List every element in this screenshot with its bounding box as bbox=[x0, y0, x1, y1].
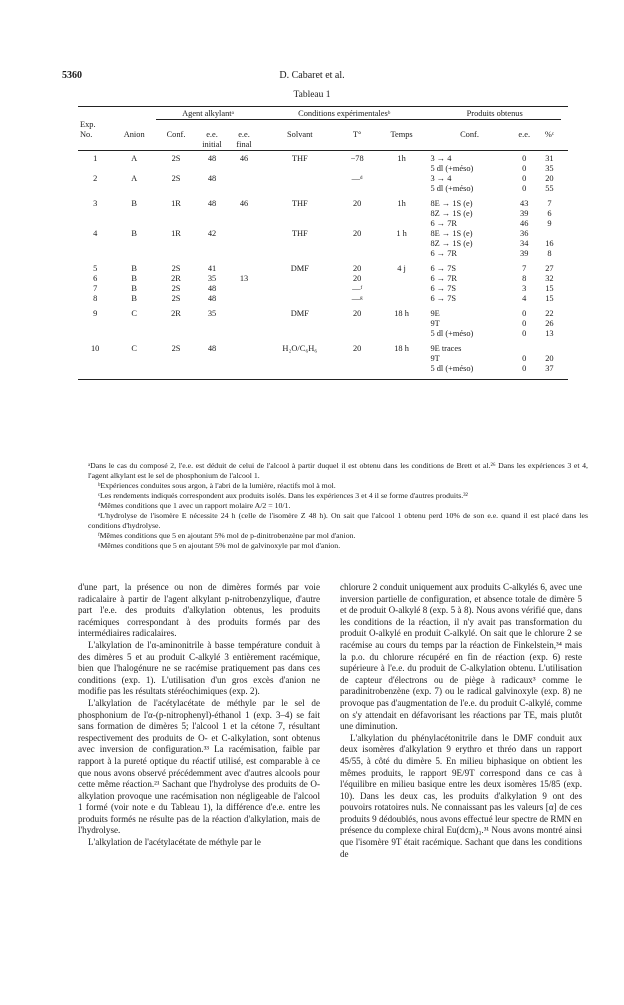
cell-empty bbox=[260, 354, 340, 364]
cell-spacer bbox=[561, 294, 568, 304]
cell-conf: 2S bbox=[171, 343, 181, 353]
cell-empty bbox=[112, 364, 156, 374]
cell-empty bbox=[228, 354, 260, 364]
cell-empty bbox=[340, 239, 375, 249]
cell-exp-no: 3 bbox=[93, 198, 98, 208]
cell-empty bbox=[228, 209, 260, 219]
cell-empty bbox=[340, 364, 375, 374]
cell-temps bbox=[375, 294, 429, 304]
cell-empty bbox=[196, 249, 228, 259]
cell-temps bbox=[375, 284, 429, 294]
cell-product-ee: 0 bbox=[522, 328, 527, 338]
header-temp: T° bbox=[352, 129, 362, 139]
cell-product-pct: 31 bbox=[545, 153, 554, 163]
cell-spacer bbox=[561, 184, 568, 194]
cell-empty bbox=[228, 219, 260, 229]
cell-empty bbox=[78, 249, 112, 259]
cell-product-pct: 26 bbox=[545, 318, 554, 328]
cell-anion: B bbox=[131, 293, 137, 303]
cell-solvant: H₂O/C₆H₆ bbox=[282, 343, 318, 353]
cell-empty bbox=[156, 164, 196, 174]
cell-product-pct: 7 bbox=[547, 198, 552, 208]
cell-ee-final bbox=[228, 284, 260, 294]
cell-empty bbox=[196, 219, 228, 229]
table-row bbox=[78, 219, 568, 229]
cell-empty bbox=[156, 364, 196, 374]
header-conf: Conf. bbox=[166, 129, 186, 139]
footnote: ᶠMêmes conditions que 5 en ajoutant 5% mol de p-dinitrobenzène par mol d'anion. bbox=[98, 531, 356, 540]
cell-temp: —ᵈ bbox=[351, 173, 363, 183]
table-row bbox=[78, 199, 568, 209]
cell-empty bbox=[196, 329, 228, 339]
footnote: ᵈMêmes conditions que 1 avec un rapport molaire A/2 = 10/1. bbox=[98, 501, 291, 510]
cell-spacer bbox=[561, 154, 568, 164]
cell-conf: 2R bbox=[171, 308, 181, 318]
cell-spacer bbox=[561, 344, 568, 354]
cell-empty bbox=[375, 209, 429, 219]
cell-spacer bbox=[561, 164, 568, 174]
cell-anion: A bbox=[131, 173, 138, 183]
cell-solvant: DMF bbox=[290, 308, 309, 318]
cell-temp: —ᶠ bbox=[352, 283, 363, 293]
cell-empty bbox=[375, 319, 429, 329]
cell-product-pct: 16 bbox=[545, 238, 554, 248]
cell-ee-final bbox=[228, 309, 260, 319]
cell-product-conf: 8E → 1S (e) bbox=[430, 228, 473, 238]
cell-temp: 20 bbox=[352, 308, 362, 318]
cell-product-ee: 46 bbox=[520, 218, 529, 228]
header-exp: Exp. bbox=[80, 119, 96, 129]
cell-empty bbox=[156, 354, 196, 364]
cell-ee-final bbox=[228, 174, 260, 184]
cell-conf: 2S bbox=[171, 153, 181, 163]
cell-empty bbox=[340, 329, 375, 339]
cell-empty bbox=[78, 184, 112, 194]
cell-product-pct: 9 bbox=[547, 218, 552, 228]
header-conf2: Conf. bbox=[460, 129, 479, 139]
cell-empty bbox=[375, 184, 429, 194]
cell-temps: 18 h bbox=[394, 343, 409, 353]
cell-spacer bbox=[561, 209, 568, 219]
cell-spacer bbox=[561, 264, 568, 274]
body-paragraph: L'alkylation de l'acétylacétate de méthyle par le bbox=[88, 837, 261, 848]
table-row bbox=[78, 229, 568, 239]
cell-solvant bbox=[260, 294, 340, 304]
cell-solvant: THF bbox=[291, 228, 308, 238]
cell-ee-initial: 41 bbox=[207, 263, 217, 273]
cell-conf: 1R bbox=[171, 228, 181, 238]
cell-product-ee: 0 bbox=[522, 318, 527, 328]
cell-conf: 2R bbox=[171, 273, 181, 283]
cell-temp: 20 bbox=[352, 343, 362, 353]
cell-ee-initial: 35 bbox=[207, 308, 217, 318]
results-table bbox=[78, 106, 568, 381]
cell-product-pct: 32 bbox=[545, 273, 554, 283]
cell-temps bbox=[375, 274, 429, 284]
cell-product-conf: 5 dl (+méso) bbox=[430, 163, 474, 173]
cell-product-ee: 3 bbox=[522, 283, 527, 293]
cell-solvant: THF bbox=[291, 198, 308, 208]
header-ee: e.e. bbox=[518, 129, 531, 139]
cell-product-pct: 55 bbox=[545, 183, 554, 193]
cell-product-pct: 15 bbox=[545, 293, 554, 303]
cell-anion: C bbox=[131, 343, 137, 353]
cell-product-conf: 6 → 7R bbox=[430, 218, 457, 228]
cell-temp: 20 bbox=[352, 263, 362, 273]
cell-product-conf: 3 → 4 bbox=[430, 173, 452, 183]
cell-empty bbox=[112, 329, 156, 339]
cell-product-ee: 0 bbox=[522, 363, 527, 373]
cell-product-ee: 8 bbox=[522, 273, 527, 283]
header-agent: Agent alkylantᵃ bbox=[156, 109, 260, 120]
cell-empty bbox=[78, 239, 112, 249]
header-ee-initial: e.e. initial bbox=[202, 129, 222, 149]
cell-temps: 18 h bbox=[394, 308, 409, 318]
cell-product-ee: 0 bbox=[522, 163, 527, 173]
table-row bbox=[78, 184, 568, 194]
table-row bbox=[78, 264, 568, 274]
cell-product-conf: 6 → 7S bbox=[430, 283, 457, 293]
table-row bbox=[78, 364, 568, 374]
cell-product-ee: 39 bbox=[520, 208, 529, 218]
cell-spacer bbox=[561, 329, 568, 339]
cell-empty bbox=[375, 239, 429, 249]
cell-empty bbox=[260, 329, 340, 339]
cell-product-pct: 35 bbox=[545, 163, 554, 173]
cell-spacer bbox=[561, 274, 568, 284]
cell-product-ee bbox=[511, 344, 538, 354]
cell-empty bbox=[260, 184, 340, 194]
cell-empty bbox=[260, 164, 340, 174]
cell-product-ee: 0 bbox=[522, 353, 527, 363]
cell-exp-no: 7 bbox=[93, 283, 98, 293]
cell-product-pct: 15 bbox=[545, 283, 554, 293]
cell-product-pct: 6 bbox=[547, 208, 552, 218]
cell-empty bbox=[260, 219, 340, 229]
cell-product-conf: 6 → 7R bbox=[430, 248, 457, 258]
header-temps: Temps bbox=[390, 129, 413, 139]
table-footnotes bbox=[88, 461, 588, 551]
cell-empty bbox=[228, 364, 260, 374]
table-row bbox=[78, 294, 568, 304]
table-row bbox=[78, 354, 568, 364]
cell-empty bbox=[112, 354, 156, 364]
cell-temp: 20 bbox=[352, 273, 362, 283]
cell-empty bbox=[375, 219, 429, 229]
cell-empty bbox=[228, 319, 260, 329]
cell-empty bbox=[375, 249, 429, 259]
cell-product-conf: 9E traces bbox=[430, 343, 462, 353]
cell-empty bbox=[78, 354, 112, 364]
cell-product-pct: 20 bbox=[545, 353, 554, 363]
footnote: ᵇExpériences conduites sous argon, à l'abri de la lumière, réactifs mol à mol. bbox=[98, 481, 336, 490]
header-pct: %ᶜ bbox=[544, 129, 554, 139]
cell-product-conf: 9T bbox=[430, 353, 440, 363]
cell-exp-no: 9 bbox=[93, 308, 98, 318]
cell-product-ee: 34 bbox=[520, 238, 529, 248]
header-produits: Produits obtenus bbox=[428, 109, 560, 120]
table-row bbox=[78, 164, 568, 174]
cell-solvant bbox=[260, 284, 340, 294]
page-header bbox=[0, 70, 624, 86]
cell-empty bbox=[78, 319, 112, 329]
cell-product-pct: 27 bbox=[545, 263, 554, 273]
cell-empty bbox=[196, 354, 228, 364]
cell-anion: B bbox=[131, 263, 137, 273]
cell-empty bbox=[78, 219, 112, 229]
cell-conf: 1R bbox=[171, 198, 181, 208]
cell-exp-no: 8 bbox=[93, 293, 98, 303]
table-row bbox=[78, 309, 568, 319]
cell-exp-no: 2 bbox=[93, 173, 98, 183]
cell-product-conf: 8Z → 1S (e) bbox=[430, 208, 473, 218]
cell-ee-final: 13 bbox=[239, 273, 249, 283]
table-row bbox=[78, 274, 568, 284]
cell-product-ee: 0 bbox=[522, 153, 527, 163]
cell-product-pct: 22 bbox=[545, 308, 554, 318]
cell-product-conf: 8Z → 1S (e) bbox=[430, 238, 473, 248]
footnote: ᵉL'hydrolyse de l'isomère E nécessite 24 h (celle de l'isomère Z 48 h). On sait que l'alcool 1 obtenu perd 10% de son e.e. quand il est placé dans les conditions d'hydrolyse. bbox=[88, 511, 588, 530]
cell-spacer bbox=[561, 319, 568, 329]
cell-solvant: DMF bbox=[290, 263, 309, 273]
cell-empty bbox=[340, 184, 375, 194]
cell-spacer bbox=[561, 199, 568, 209]
cell-conf: 2S bbox=[171, 173, 181, 183]
running-head-authors: D. Cabaret et al. bbox=[279, 70, 345, 81]
cell-anion: B bbox=[131, 283, 137, 293]
cell-product-conf: 5 dl (+méso) bbox=[430, 363, 474, 373]
cell-ee-initial: 48 bbox=[207, 198, 217, 208]
cell-empty bbox=[112, 319, 156, 329]
cell-anion: A bbox=[131, 153, 138, 163]
header-conditions: Conditions expérimentalesᵇ bbox=[260, 109, 428, 120]
cell-anion: C bbox=[131, 308, 137, 318]
cell-solvant bbox=[260, 174, 340, 184]
body-paragraph: L'alkylation du phénylacétonitrile dans le DMF conduit aux deux isomères d'alkylation 9 erythro et thréo dans un rapport 45/55, à côté du dimère 5. En milieu biphasique on obtient les mêmes produits, le rapport 9E/9T correspond dans ce cas à l'équilibre en milieu basique entre les deux isomères 15/85 (exp. 10). Dans les deux cas, les produits d'alkylation 9 ont des pouvoirs rotatoires nuls. Ne connaissant pas les valeurs [α] de ces produits 9 dédoublés, nous avons effectué leur spectre de RMN en présence du complexe chiral Eu(dcm)₃.³¹ Nous avons montré ainsi que l'isomère 9T était racémique. Sachant que dans les conditions de bbox=[340, 732, 582, 859]
cell-empty bbox=[196, 239, 228, 249]
cell-anion: B bbox=[131, 273, 137, 283]
cell-temp: 20 bbox=[352, 198, 362, 208]
cell-product-conf: 6 → 7S bbox=[430, 293, 457, 303]
cell-temps bbox=[375, 174, 429, 184]
cell-product-ee: 39 bbox=[520, 248, 529, 258]
cell-empty bbox=[78, 364, 112, 374]
cell-exp-no: 5 bbox=[93, 263, 98, 273]
cell-exp-no: 6 bbox=[93, 273, 98, 283]
cell-empty bbox=[260, 319, 340, 329]
table-row bbox=[78, 329, 568, 339]
cell-ee-initial: 48 bbox=[207, 293, 217, 303]
cell-ee-final: 46 bbox=[239, 198, 249, 208]
cell-empty bbox=[375, 364, 429, 374]
cell-empty bbox=[156, 209, 196, 219]
cell-product-conf: 5 dl (+méso) bbox=[430, 183, 474, 193]
table-row bbox=[78, 344, 568, 354]
cell-empty bbox=[260, 249, 340, 259]
footnote: ᵃDans le cas du composé 2, l'e.e. est déduit de celui de l'alcool à partir duquel il est obtenu dans les conditions de Brett et al.²⁶ Dans les expériences 3 et 4, l'agent alkylant est le sel de phosphonium de l'alcool 1. bbox=[88, 461, 588, 480]
body-paragraph: chlorure 2 conduit uniquement aux produits C-alkylés 6, avec une inversion partielle de configuration, et absence totale de dimère 5 et de produit O-alkylé 8 (exp. 5 à 8). Nous avons vérifié que, dans les conditions de la réaction, il n'y avait pas transformation du produit O-alkylé en produit C-alkylé. On sait que le chlorure 2 se racémise au cours du temps par la réaction de Finkelstein,³⁴ mais la p.o. du chlorure récupéré en fin de réaction (exp. 6) reste supérieure à l'e.e. du produit de C-alkylation obtenu. L'utilisation de capteur d'électrons ou de piège à radicaux³ comme le paradinitrobenzène (exp. 7) ou le radical galvinoxyle (exp. 8) ne provoque pas d'augmentation de l'e.e. du produit C-alkylé, comme on s'y attendait en défavorisant les réactions par TE, mais plutôt une diminution. bbox=[340, 582, 582, 732]
cell-empty bbox=[228, 329, 260, 339]
cell-ee-final: 46 bbox=[239, 153, 249, 163]
table-row bbox=[78, 174, 568, 184]
cell-product-conf: 9T bbox=[430, 318, 440, 328]
cell-spacer bbox=[561, 229, 568, 239]
table-row bbox=[78, 249, 568, 259]
cell-product-ee: 0 bbox=[522, 183, 527, 193]
cell-conf: 2S bbox=[171, 283, 181, 293]
cell-empty bbox=[156, 239, 196, 249]
table-caption: Tableau 1 bbox=[293, 90, 331, 100]
cell-empty bbox=[196, 209, 228, 219]
cell-product-pct: 37 bbox=[545, 363, 554, 373]
cell-empty bbox=[196, 319, 228, 329]
body-paragraph: L'alkylation de l'acétylacétate de méthyle par le sel de phosphonium de l'α-(p-nitrophenyl)-éthanol 1 (exp. 3–4) se fait sans formation de dimères 5; l'alcool 1 et la cétone 7, résultant respectivement des produits de O- et C-alkylation, sont obtenus avec inversion de configuration.³³ La racémisation, faible par rapport à la pureté optique du réactif utilisé, est comparable à ce que nous avons observé précédemment avec d'autres alcools pour cette même réaction.²¹ Sachant que l'hydrolyse des produits de O-alkylation provoque une racémisation non négligeable de l'alcool 1 formé (voir note e du Tableau 1), la différence d'e.e. entre les produits formés ne résulte pas de la réaction d'alkylation, mais de l'hydrolyse. bbox=[78, 697, 320, 836]
cell-anion: B bbox=[131, 228, 137, 238]
cell-empty bbox=[340, 219, 375, 229]
cell-conf: 2S bbox=[171, 263, 181, 273]
cell-product-pct: 20 bbox=[545, 173, 554, 183]
header-anion: Anion bbox=[123, 129, 145, 139]
cell-product-conf: 5 dl (+méso) bbox=[430, 328, 474, 338]
cell-ee-initial: 48 bbox=[207, 283, 217, 293]
cell-product-conf: 6 → 7R bbox=[430, 273, 457, 283]
cell-product-ee: 36 bbox=[520, 228, 529, 238]
cell-empty bbox=[340, 319, 375, 329]
cell-temps: 1h bbox=[397, 198, 406, 208]
cell-product-conf: 9E bbox=[430, 308, 440, 318]
cell-product-pct bbox=[538, 344, 561, 354]
cell-empty bbox=[196, 364, 228, 374]
cell-empty bbox=[228, 239, 260, 249]
cell-empty bbox=[375, 354, 429, 364]
cell-spacer bbox=[561, 354, 568, 364]
cell-temp: −78 bbox=[350, 153, 364, 163]
cell-product-pct bbox=[538, 229, 561, 239]
cell-product-pct: 8 bbox=[547, 248, 552, 258]
cell-spacer bbox=[561, 364, 568, 374]
table-row bbox=[78, 284, 568, 294]
cell-ee-initial: 42 bbox=[207, 228, 217, 238]
cell-empty bbox=[112, 184, 156, 194]
cell-empty bbox=[375, 164, 429, 174]
cell-empty bbox=[156, 184, 196, 194]
cell-empty bbox=[112, 249, 156, 259]
cell-empty bbox=[228, 184, 260, 194]
cell-empty bbox=[260, 239, 340, 249]
cell-ee-final bbox=[228, 229, 260, 239]
cell-spacer bbox=[561, 239, 568, 249]
cell-empty bbox=[196, 184, 228, 194]
cell-spacer bbox=[561, 219, 568, 229]
header-ee-final: e.e. final bbox=[236, 129, 252, 149]
cell-empty bbox=[78, 329, 112, 339]
cell-product-ee: 4 bbox=[522, 293, 527, 303]
cell-empty bbox=[156, 219, 196, 229]
cell-product-conf: 6 → 7S bbox=[430, 263, 457, 273]
cell-product-pct: 13 bbox=[545, 328, 554, 338]
footnote: ᵍMêmes conditions que 5 en ajoutant 5% mol de galvinoxyle par mol d'anion. bbox=[98, 541, 341, 550]
cell-temp: —ᵍ bbox=[351, 293, 363, 303]
cell-empty bbox=[156, 249, 196, 259]
cell-empty bbox=[78, 209, 112, 219]
table-row bbox=[78, 209, 568, 219]
cell-temps: 4 j bbox=[397, 263, 406, 273]
cell-temps: 1h bbox=[397, 153, 406, 163]
cell-product-ee: 0 bbox=[522, 173, 527, 183]
cell-empty bbox=[228, 249, 260, 259]
cell-empty bbox=[112, 239, 156, 249]
cell-spacer bbox=[561, 284, 568, 294]
cell-empty bbox=[340, 209, 375, 219]
cell-empty bbox=[340, 354, 375, 364]
cell-product-ee: 7 bbox=[522, 263, 527, 273]
cell-ee-initial: 48 bbox=[207, 343, 217, 353]
cell-empty bbox=[156, 319, 196, 329]
cell-empty bbox=[260, 209, 340, 219]
cell-empty bbox=[340, 249, 375, 259]
cell-solvant bbox=[260, 274, 340, 284]
cell-empty bbox=[78, 164, 112, 174]
cell-empty bbox=[156, 329, 196, 339]
cell-product-conf: 3 → 4 bbox=[430, 153, 452, 163]
cell-empty bbox=[228, 164, 260, 174]
body-column-right bbox=[340, 582, 582, 860]
table-row bbox=[78, 239, 568, 249]
cell-empty bbox=[375, 329, 429, 339]
table-row bbox=[78, 154, 568, 164]
cell-temp: 20 bbox=[352, 228, 362, 238]
cell-ee-initial: 48 bbox=[207, 173, 217, 183]
cell-spacer bbox=[561, 174, 568, 184]
cell-ee-final bbox=[228, 264, 260, 274]
cell-ee-final bbox=[228, 344, 260, 354]
cell-temps: 1 h bbox=[396, 228, 407, 238]
cell-empty bbox=[112, 209, 156, 219]
cell-ee-final bbox=[228, 294, 260, 304]
header-solvant: Solvant bbox=[287, 129, 313, 139]
cell-exp-no: 10 bbox=[90, 343, 100, 353]
footnote: ᶜLes rendements indiqués correspondent aux produits isolés. Dans les expériences 3 et 4 il se forme d'autres produits.³² bbox=[98, 491, 468, 500]
cell-ee-initial: 35 bbox=[207, 273, 217, 283]
cell-exp-no: 1 bbox=[93, 153, 98, 163]
page-number: 5360 bbox=[62, 70, 82, 81]
cell-solvant: THF bbox=[291, 153, 308, 163]
header-no: No. bbox=[80, 129, 93, 139]
cell-empty bbox=[340, 164, 375, 174]
cell-empty bbox=[112, 219, 156, 229]
body-paragraph: d'une part, la présence ou non de dimères formés par voie radicalaire à partir de l'agent alkylant p-nitrobenzylique, d'autre part l'e.e. des produits d'alkylation obtenus, les produits racémiques correspondant à des produits formés par des intermédiaires radicalaires. bbox=[78, 582, 320, 639]
body-paragraph: L'alkylation de l'α-aminonitrile à basse température conduit à des dimères 5 et au produit C-alkylé 3 entièrement racémique, bien que l'halogénure ne se racémise pratiquement pas dans ces conditions (exp. 1). L'utilisation d'un gros excès d'anion ne modifie pas les résultats stéréochimiques (exp. 2). bbox=[78, 639, 320, 697]
cell-product-ee: 0 bbox=[522, 308, 527, 318]
cell-empty bbox=[112, 164, 156, 174]
cell-product-conf: 8E → 1S (e) bbox=[430, 198, 473, 208]
table-row bbox=[78, 319, 568, 329]
cell-spacer bbox=[561, 249, 568, 259]
body-column-left bbox=[78, 582, 320, 849]
cell-conf: 2S bbox=[171, 293, 181, 303]
cell-exp-no: 4 bbox=[93, 228, 98, 238]
cell-empty bbox=[196, 164, 228, 174]
cell-anion: B bbox=[131, 198, 137, 208]
cell-empty bbox=[260, 364, 340, 374]
cell-product-ee: 43 bbox=[520, 198, 529, 208]
cell-ee-initial: 48 bbox=[207, 153, 217, 163]
cell-spacer bbox=[561, 309, 568, 319]
